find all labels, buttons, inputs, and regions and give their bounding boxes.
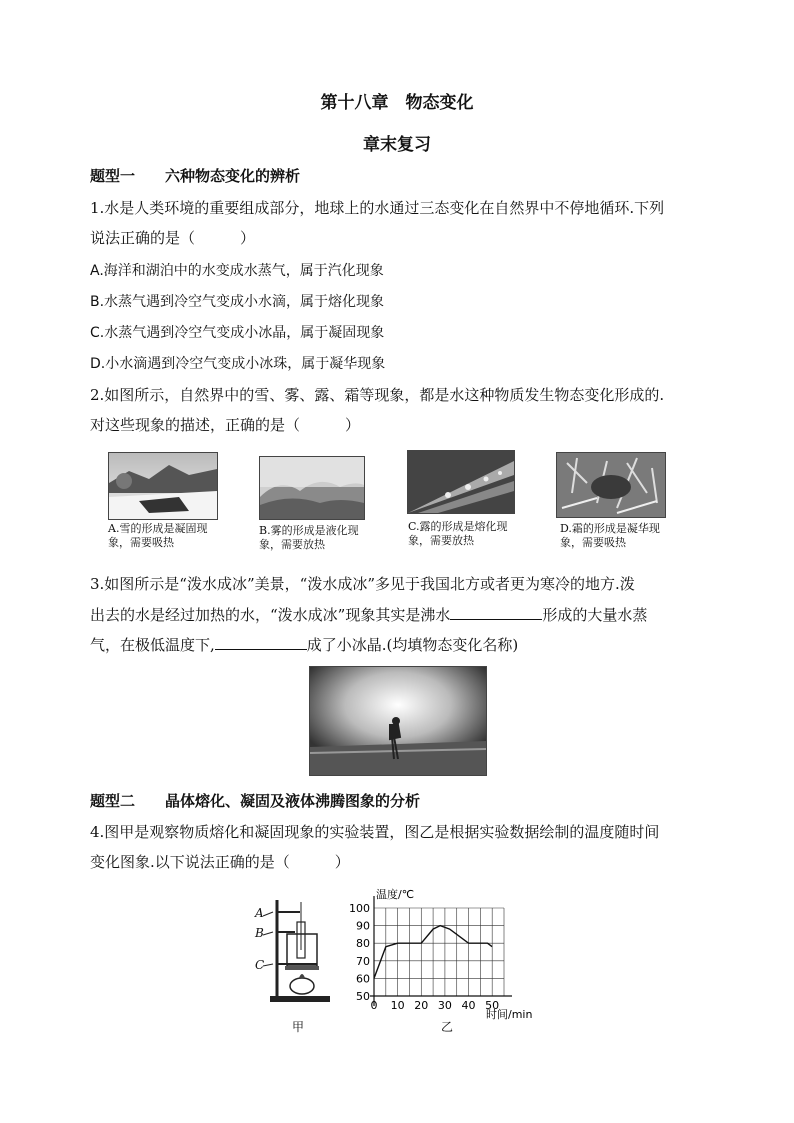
type2-heading: 题型二 晶体熔化、凝固及液体沸腾图象的分析 [90,792,421,810]
chart-axes [370,896,512,1006]
chart-y-tick-labels [349,902,370,1003]
splash-ice-photo [309,666,487,776]
y-tick-label: 60 [356,972,370,986]
q4-line1: 4.图甲是观察物质熔化和凝固现象的实验装置，图乙是根据实验数据绘制的温度随时间 [90,823,660,841]
q1-option-d: D.小水滴遇到冷空气变成小冰珠，属于凝华现象 [90,356,386,372]
caption-fog: B.雾的形成是液化现象，需要放热 [259,524,359,551]
fig-label-jia: 甲 [292,1020,305,1034]
q3-line3 [90,635,518,655]
x-tick-label: 40 [461,999,476,1012]
y-tick-label: 100 [349,902,370,915]
q3-line2 [90,605,647,625]
caption-frost: D.霜的形成是凝华现象，需要吸热 [560,522,660,549]
q3-line3-text-b: 成了小冰晶.(均填物态变化名称) [306,636,519,654]
q3-line1: 3.如图所示是“泼水成冰”美景，“泼水成冰”多见于我国北方或者更为寒冷的地方.泼 [90,575,635,593]
apparatus-label-a: A [255,906,264,920]
q1-line1: 1.水是人类环境的重要组成部分，地球上的水通过三态变化在自然界中不停地循环.下列 [90,199,665,217]
apparatus-label-b: B [255,926,264,940]
q3-line3-text-a: 气，在极低温度下, [90,636,215,654]
caption-snow: A.雪的形成是凝固现象，需要吸热 [108,522,208,549]
y-tick-label: 90 [356,919,370,933]
caption-dew: C.露的形成是熔化现象，需要放热 [408,520,508,547]
y-tick-label: 80 [356,937,370,951]
frost-photo [556,452,666,518]
chapter-title: 第十八章 物态变化 [320,93,474,113]
type1-heading: 题型一 六种物态变化的辨析 [90,167,301,185]
fig-label-yi: 乙 [441,1020,454,1034]
q3-line2-text-a: 出去的水是经过加热的水，“泼水成冰”现象其实是沸水 [90,606,451,624]
apparatus-diagram [255,890,350,1010]
x-tick-label: 50 [485,999,500,1012]
q3-answer-blank-1[interactable] [450,605,542,620]
q1-option-c: C.水蒸气遇到冷空气变成小冰晶，属于凝固现象 [90,325,385,341]
q3-answer-blank-2[interactable] [215,635,307,650]
q3-line2-text-b: 形成的大量水蒸 [542,606,648,624]
x-tick-label: 30 [437,999,452,1012]
chart-x-axis-label: 时间/min [486,1008,533,1021]
apparatus-label-c: C [255,958,265,972]
q2-line1: 2.如图所示，自然界中的雪、雾、露、霜等现象，都是水这种物质发生物态变化形成的. [90,386,665,404]
q4-line2: 变化图象.以下说法正确的是（ ） [90,853,350,871]
section-title: 章末复习 [363,135,431,155]
q1-option-b: B.水蒸气遇到冷空气变成小水滴，属于熔化现象 [90,294,385,310]
fog-photo [259,456,365,520]
chart-x-tick-labels [371,999,500,1012]
q2-line2: 对这些现象的描述，正确的是（ ） [90,416,361,434]
snow-photo [108,452,218,520]
q1-line2: 说法正确的是（ ） [90,229,256,247]
y-tick-label: 70 [356,954,370,968]
x-tick-label: 20 [414,999,429,1012]
y-tick-label: 50 [356,990,370,1003]
x-tick-label: 10 [390,999,405,1012]
chart-y-axis-label: 温度/℃ [376,888,415,901]
dew-photo [407,450,515,514]
temperature-time-chart [340,884,550,1024]
q1-option-a: A.海洋和湖泊中的水变成水蒸气，属于汽化现象 [90,263,384,279]
x-tick-label: 0 [370,999,378,1012]
chart-grid [374,908,504,996]
